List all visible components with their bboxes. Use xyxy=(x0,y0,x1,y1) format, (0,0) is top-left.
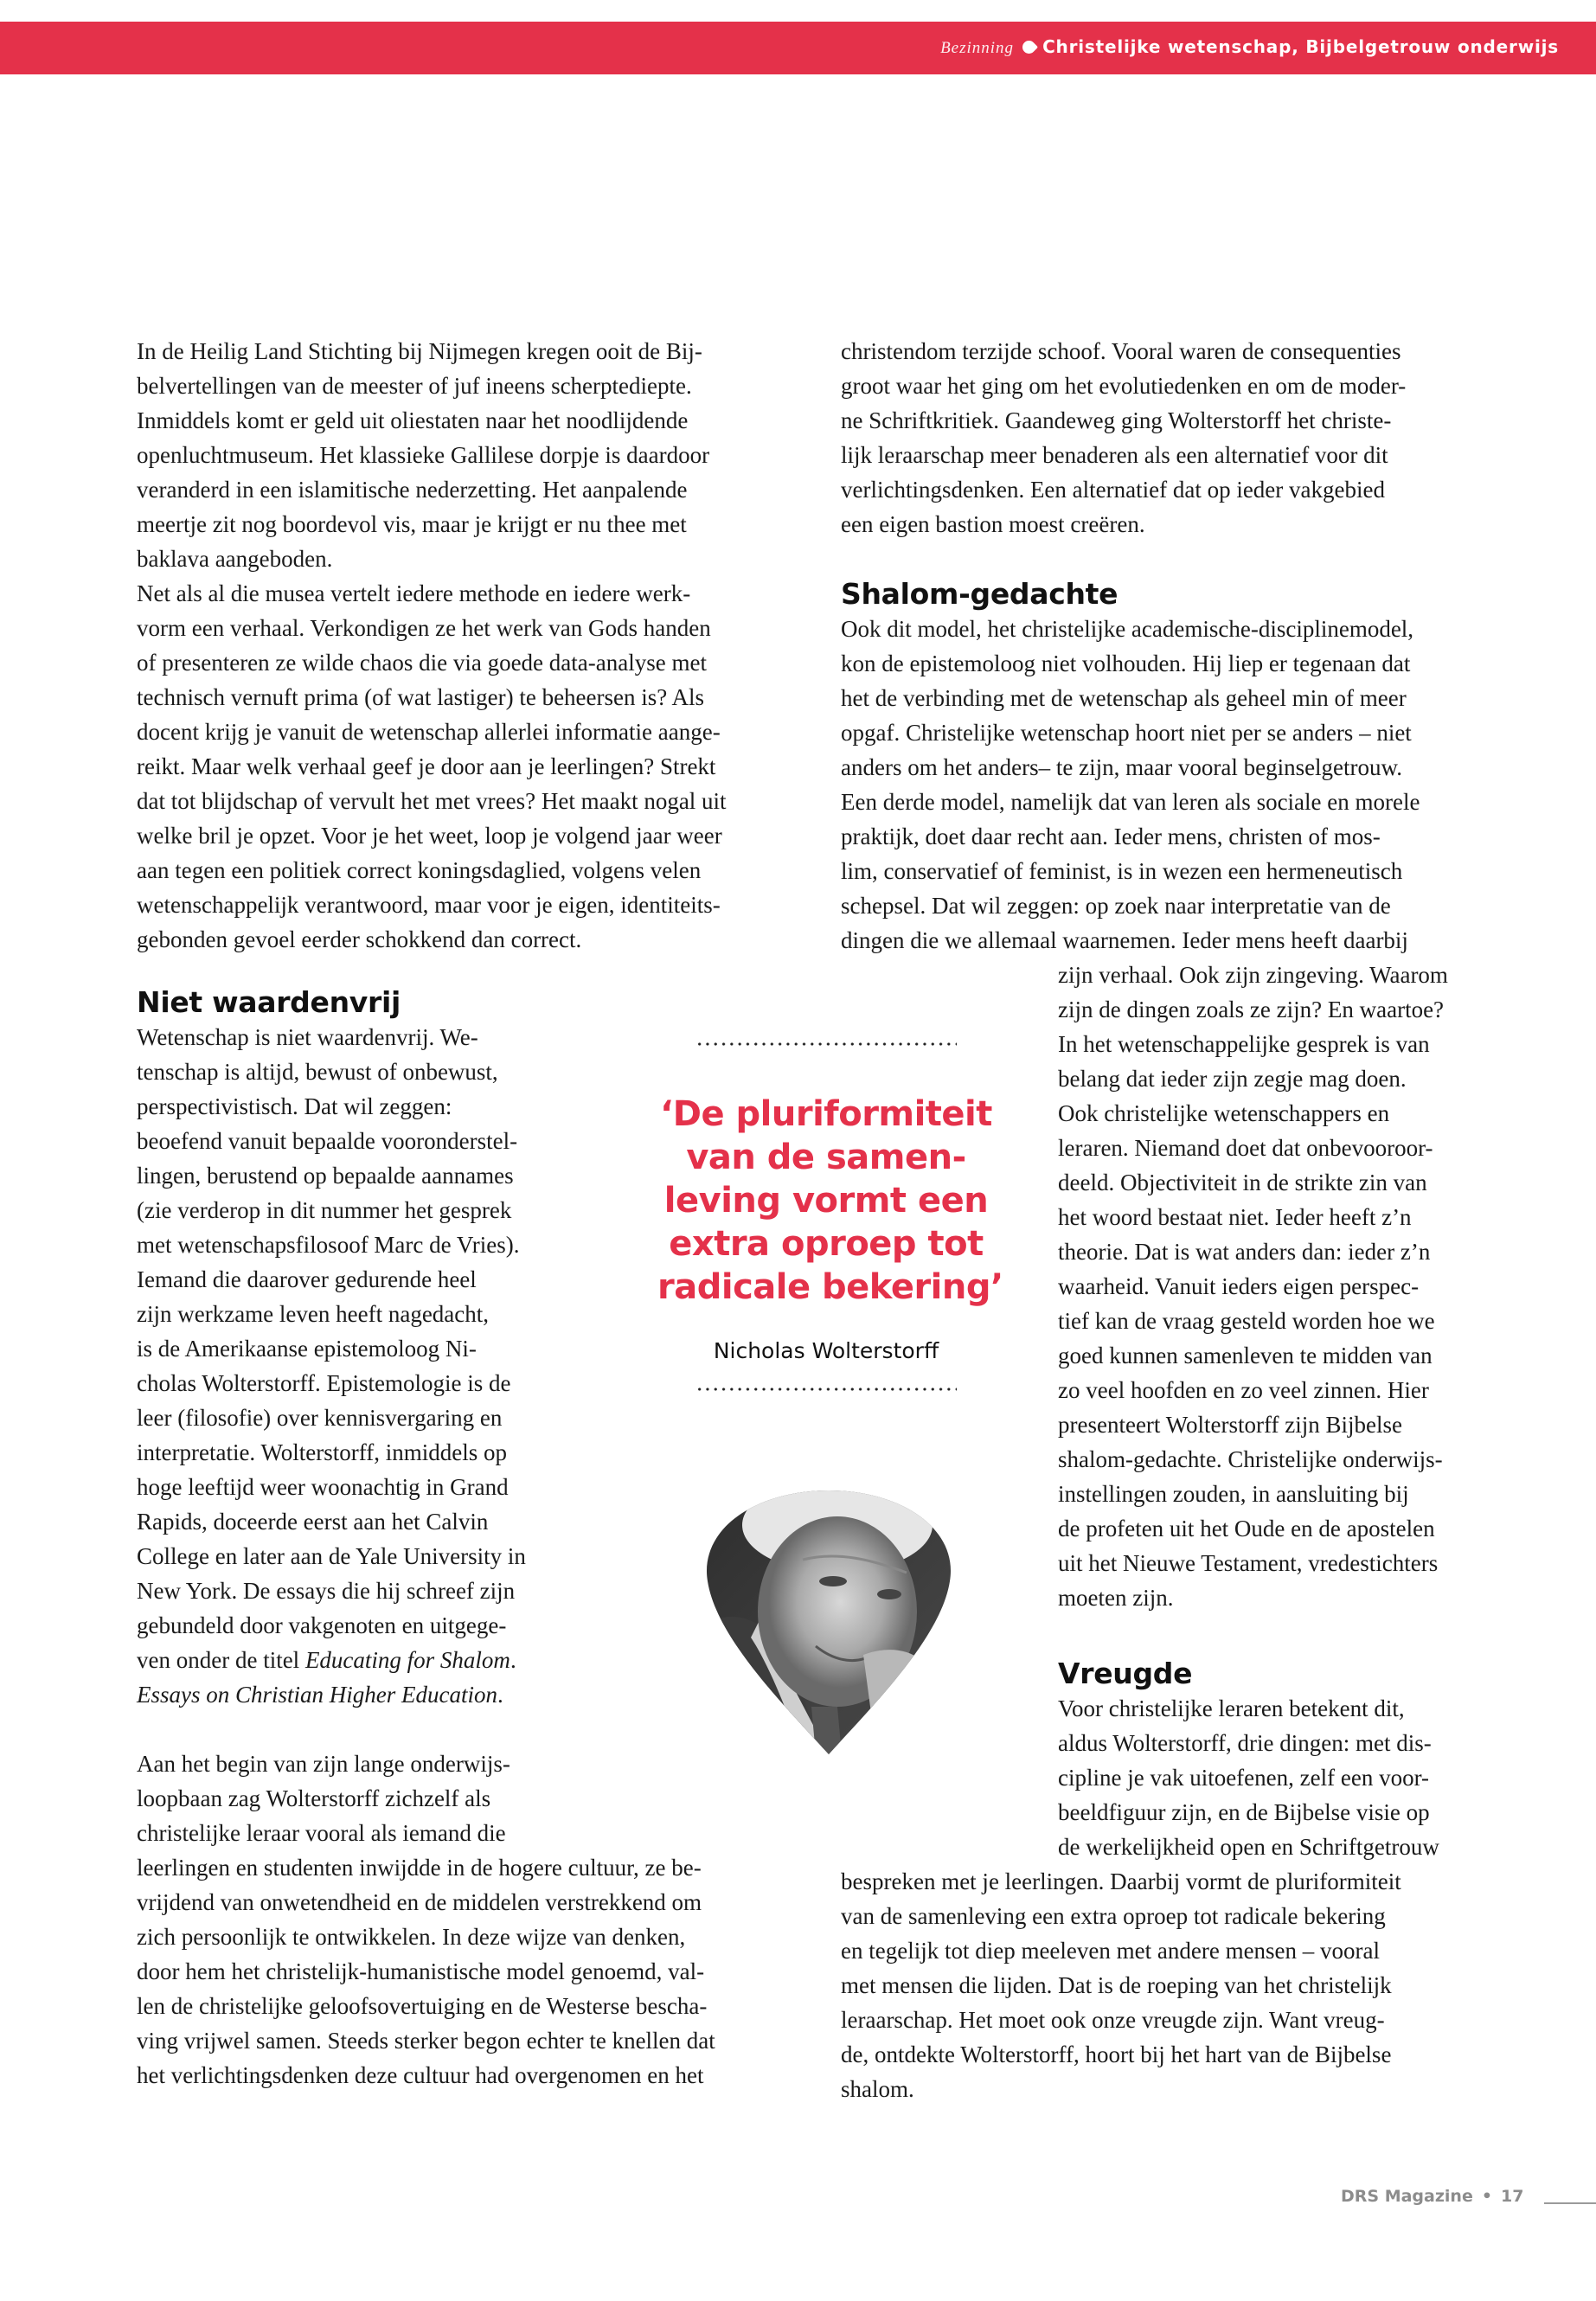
text-line: de, ontdekte Wolterstorff, hoort bij het hart van de Bijbelse xyxy=(841,2041,1392,2067)
text-line: cholas Wolterstorff. Epistemologie is de xyxy=(137,1370,511,1396)
text-line: leerlingen en studenten inwijdde in de hogere cultuur, ze be- xyxy=(137,1855,702,1881)
text-line: wetenschappelijk verantwoord, maar voor je eigen, identiteits- xyxy=(137,892,721,918)
text-line: loopbaan zag Wolterstorff zichzelf als xyxy=(137,1785,491,1811)
dotted-divider-top xyxy=(695,1042,957,1046)
text-line: leraren. Niemand doet dat onbevooroor- xyxy=(1058,1135,1433,1161)
text-line: gebonden gevoel eerder schokkend dan correct. xyxy=(137,926,582,952)
heading-vreugde: Vreugde xyxy=(1058,1657,1193,1690)
text-line: shalom. xyxy=(841,2076,914,2102)
text-line: gebundeld door vakgenoten en uitgege- xyxy=(137,1612,507,1638)
text-line: Voor christelijke leraren betekent dit, xyxy=(1058,1695,1405,1721)
shalom-paragraph-wide xyxy=(841,612,1516,958)
text-line: theorie. Dat is wat anders dan: ieder z’n xyxy=(1058,1239,1431,1265)
text-line: vrijdend van onwetendheid en de middelen verstrekkend om xyxy=(137,1889,702,1915)
text-line: beoefend vanuit bepaalde vooronderstel- xyxy=(137,1128,518,1154)
text-line: New York. De essays die hij schreef zijn xyxy=(137,1578,516,1604)
text-line: len de christelijke geloofsovertuiging en de Westerse bescha- xyxy=(137,1993,708,2019)
text-line: Een derde model, namelijk dat van leren als sociale en morele xyxy=(841,789,1420,815)
heading-shalom-gedachte: Shalom-gedachte xyxy=(841,577,1118,611)
text-line: door hem het christelijk-humanistische model genoemd, val- xyxy=(137,1958,705,1984)
text-line: ving vrijwel samen. Steeds sterker begon echter te knellen dat xyxy=(137,2028,715,2054)
text-line: reikt. Maar welk verhaal geef je door aan je leerlingen? Strekt xyxy=(137,753,716,779)
text-line: Ook dit model, het christelijke academische-disciplinemodel, xyxy=(841,616,1414,642)
text-line: leer (filosofie) over kennisvergaring en xyxy=(137,1405,503,1431)
text-line: praktijk, doet daar recht aan. Ieder mens, christen of mos- xyxy=(841,824,1381,849)
pull-quote xyxy=(657,1042,1003,1391)
dotted-divider-bottom xyxy=(695,1388,957,1391)
text-line: met wetenschapsfilosoof Marc de Vries). xyxy=(137,1232,520,1258)
text-line: aldus Wolterstorff, drie dingen: met dis- xyxy=(1058,1730,1432,1756)
text-line: zijn de dingen zoals ze zijn? En waartoe? xyxy=(1058,997,1445,1022)
text-line: moeten zijn. xyxy=(1058,1585,1174,1611)
portrait-photo xyxy=(699,1490,958,1754)
shalom-paragraph-narrow xyxy=(1058,958,1525,1615)
footer-separator: • xyxy=(1481,2187,1492,2206)
page-number: 17 xyxy=(1501,2187,1524,2206)
text-line: verlichtingsdenken. Een alternatief dat op ieder vakgebied xyxy=(841,477,1385,503)
text-line: lim, conservatief of feminist, is in wezen een hermeneutisch xyxy=(841,858,1403,884)
text-line: hoge leeftijd weer woonachtig in Grand xyxy=(137,1474,509,1500)
right-intro-paragraph xyxy=(841,334,1516,542)
text-line: baklava aangeboden. xyxy=(137,546,333,572)
text-line: beeldfiguur zijn, en de Bijbelse visie op xyxy=(1058,1799,1430,1825)
text-line: openluchtmuseum. Het klassieke Gallilese dorpje is daardoor xyxy=(137,442,710,468)
text-line: zich persoonlijk te ontwikkelen. In deze wijze van denken, xyxy=(137,1924,686,1950)
leaf-bullet-icon xyxy=(1020,38,1038,56)
text-line: het woord bestaat niet. Ieder heeft z’n xyxy=(1058,1204,1412,1230)
text-line: de profeten uit het Oude en de apostelen xyxy=(1058,1516,1435,1541)
text-line: aan tegen een politiek correct koningsdaglied, volgens velen xyxy=(137,857,702,883)
text-line: Aan het begin van zijn lange onderwijs- xyxy=(137,1751,510,1777)
text-line: of presenteren ze wilde chaos die via goede data-analyse met xyxy=(137,650,707,676)
text-line: vorm een verhaal. Verkondigen ze het werk van Gods handen xyxy=(137,615,711,641)
section-label: Bezinning xyxy=(940,39,1015,57)
page-footer xyxy=(1341,2187,1523,2206)
book-title: Educating for Shalom xyxy=(304,1647,510,1673)
text-line: anders om het anders– te zijn, maar vooral beginselgetrouw. xyxy=(841,754,1403,780)
text-line: christelijke leraar vooral als iemand die xyxy=(137,1820,506,1846)
text-line: shalom-gedachte. Christelijke onderwijs- xyxy=(1058,1446,1443,1472)
text-line: met mensen die lijden. Dat is de roeping van het christelijk xyxy=(841,1972,1392,1998)
text-line: bespreken met je leerlingen. Daarbij vormt de pluriformiteit xyxy=(841,1868,1401,1894)
text-line: het de verbinding met de wetenschap als geheel min of meer xyxy=(841,685,1407,711)
text-line: leraarschap. Het moet ook onze vreugde zijn. Want vreug- xyxy=(841,2007,1385,2033)
text-line: Ook christelijke wetenschappers en xyxy=(1058,1100,1390,1126)
text-line: tief kan de vraag gesteld worden hoe we xyxy=(1058,1308,1435,1334)
text-line: lijk leraarschap meer benaderen als een alternatief voor dit xyxy=(841,442,1388,468)
text-line: schepsel. Dat wil zeggen: op zoek naar interpretatie van de xyxy=(841,893,1391,919)
text-line: perspectivistisch. Dat wil zeggen: xyxy=(137,1093,452,1119)
book-subtitle: Essays on Christian Higher Education xyxy=(137,1682,497,1708)
text-line: waarheid. Vanuit ieders eigen perspec- xyxy=(1058,1273,1420,1299)
magazine-name: DRS Magazine xyxy=(1341,2187,1473,2206)
text-line: de werkelijkheid open en Schriftgetrouw xyxy=(1058,1834,1439,1860)
text-line: In het wetenschappelijke gesprek is van xyxy=(1058,1031,1430,1057)
text-line: deeld. Objectiviteit in de strikte zin van xyxy=(1058,1170,1427,1195)
text-line: (zie verderop in dit nummer het gesprek xyxy=(137,1197,512,1223)
text-line: meertje zit nog boordevol vis, maar je krijgt er nu thee met xyxy=(137,511,687,537)
text-line: zijn verhaal. Ook zijn zingeving. Waarom xyxy=(1058,962,1448,988)
footer-rule xyxy=(1544,2202,1596,2204)
text-line: In de Heilig Land Stichting bij Nijmegen kregen ooit de Bij- xyxy=(137,338,702,364)
text-line: een eigen bastion moest creëren. xyxy=(841,511,1145,537)
text-line: lingen, berustend op bepaalde aannames xyxy=(137,1163,514,1189)
text-line: het verlichtingsdenken deze cultuur had overgenomen en het xyxy=(137,2062,704,2088)
text-line: welke bril je opzet. Voor je het weet, loop je volgend jaar weer xyxy=(137,823,722,849)
text-line: Wetenschap is niet waardenvrij. We- xyxy=(137,1024,478,1050)
text-line: docent krijg je vanuit de wetenschap allerlei informatie aange- xyxy=(137,719,721,745)
text-line: opgaf. Christelijke wetenschap hoort niet per se anders – niet xyxy=(841,720,1412,746)
text-line: uit het Nieuwe Testament, vredestichters xyxy=(1058,1550,1439,1576)
text-line: veranderd in een islamitische nederzetting. Het aanpalende xyxy=(137,477,688,503)
left-final-paragraph xyxy=(137,1747,811,2093)
left-intro-paragraph xyxy=(137,334,811,957)
text-line: zo veel hoofden en zo veel zinnen. Hier xyxy=(1058,1377,1429,1403)
text-line: groot waar het ging om het evolutiedenken en om de moder- xyxy=(841,373,1407,399)
article-title: Christelijke wetenschap, Bijbelgetrouw onderwijs xyxy=(1042,36,1559,57)
text-line: interpretatie. Wolterstorff, inmiddels op xyxy=(137,1439,507,1465)
text-line: Net als al die musea vertelt iedere methode en iedere werk- xyxy=(137,580,691,606)
heading-niet-waardenvrij: Niet waardenvrij xyxy=(137,985,401,1019)
section-header-bar xyxy=(0,22,1596,74)
text-line: Iemand die daarover gedurende heel xyxy=(137,1266,477,1292)
text-line: kon de epistemoloog niet volhouden. Hij liep er tegenaan dat xyxy=(841,651,1411,676)
vreugde-paragraph-wide xyxy=(841,1864,1516,2106)
breadcrumb xyxy=(940,36,1559,58)
text-line: cipline je vak uitoefenen, zelf een voor- xyxy=(1058,1765,1430,1791)
text-line: en tegelijk tot diep meeleven met andere mensen – vooral xyxy=(841,1938,1381,1964)
text-line: dingen die we allemaal waarnemen. Ieder mens heeft daarbij xyxy=(841,927,1408,953)
vreugde-paragraph-narrow xyxy=(1058,1691,1525,1864)
text-line: van de samenleving een extra oproep tot radicale bekering xyxy=(841,1903,1386,1929)
text-line: Rapids, doceerde eerst aan het Calvin xyxy=(137,1509,489,1535)
niet-waardenvrij-paragraph: Wetenschap is niet waardenvrij. We- tenschap is altijd, bewust of onbewust, perspectivistisch. Dat wil zeggen: beoefend vanuit bepaalde vooronderstel- lingen, berustend op bepaalde aannames (zie verderop in dit nummer het gesprek met wetenschapsfilosoof Marc de Vries). Iemand die daarover gedurende heel zijn werkzame leven heeft nagedacht, is de Amerikaanse epistemoloog Ni- cholas Wolterstorff. Epistemologie is de leer (filosofie) over kennisvergaring en interpretatie. Wolterstorff, inmiddels op hoge leeftijd weer woonachtig in Grand Rapids, doceerde eerst aan het Calvin College en later aan de Yale University in New York. De essays die hij schreef zijn gebundeld door vakgenoten en uitgege- ven onder de titel Educating for Shalom. Essays on Christian Higher Education. xyxy=(137,1020,621,1712)
text-line: christendom terzijde schoof. Vooral waren de consequenties xyxy=(841,338,1401,364)
text-line: technisch vernuft prima (of wat lastiger) te beheersen is? Als xyxy=(137,684,705,710)
text-line: presenteert Wolterstorff zijn Bijbelse xyxy=(1058,1412,1402,1438)
text-line: belvertellingen van de meester of juf ineens scherptediepte. xyxy=(137,373,692,399)
text-line: is de Amerikaanse epistemoloog Ni- xyxy=(137,1336,477,1362)
text-line: College en later aan de Yale University in xyxy=(137,1543,526,1569)
text-line: tenschap is altijd, bewust of onbewust, xyxy=(137,1059,498,1085)
pull-quote-author: Nicholas Wolterstorff xyxy=(713,1338,939,1363)
text-line: zijn werkzame leven heeft nagedacht, xyxy=(137,1301,490,1327)
text-line: ne Schriftkritiek. Gaandeweg ging Wolterstorff het christe- xyxy=(841,407,1392,433)
text-line: Inmiddels komt er geld uit oliestaten naar het noodlijdende xyxy=(137,407,689,433)
pull-quote-text: ‘De pluriformiteit van de samen- leving vormt een extra oproep tot radicale bekering’ xyxy=(657,1094,1003,1307)
text-line: instellingen zouden, in aansluiting bij xyxy=(1058,1481,1409,1507)
text-line: belang dat ieder zijn zegje mag doen. xyxy=(1058,1066,1407,1092)
text-line: goed kunnen samenleven te midden van xyxy=(1058,1343,1433,1368)
text-line: dat tot blijdschap of vervult het met vrees? Het maakt nogal uit xyxy=(137,788,727,814)
